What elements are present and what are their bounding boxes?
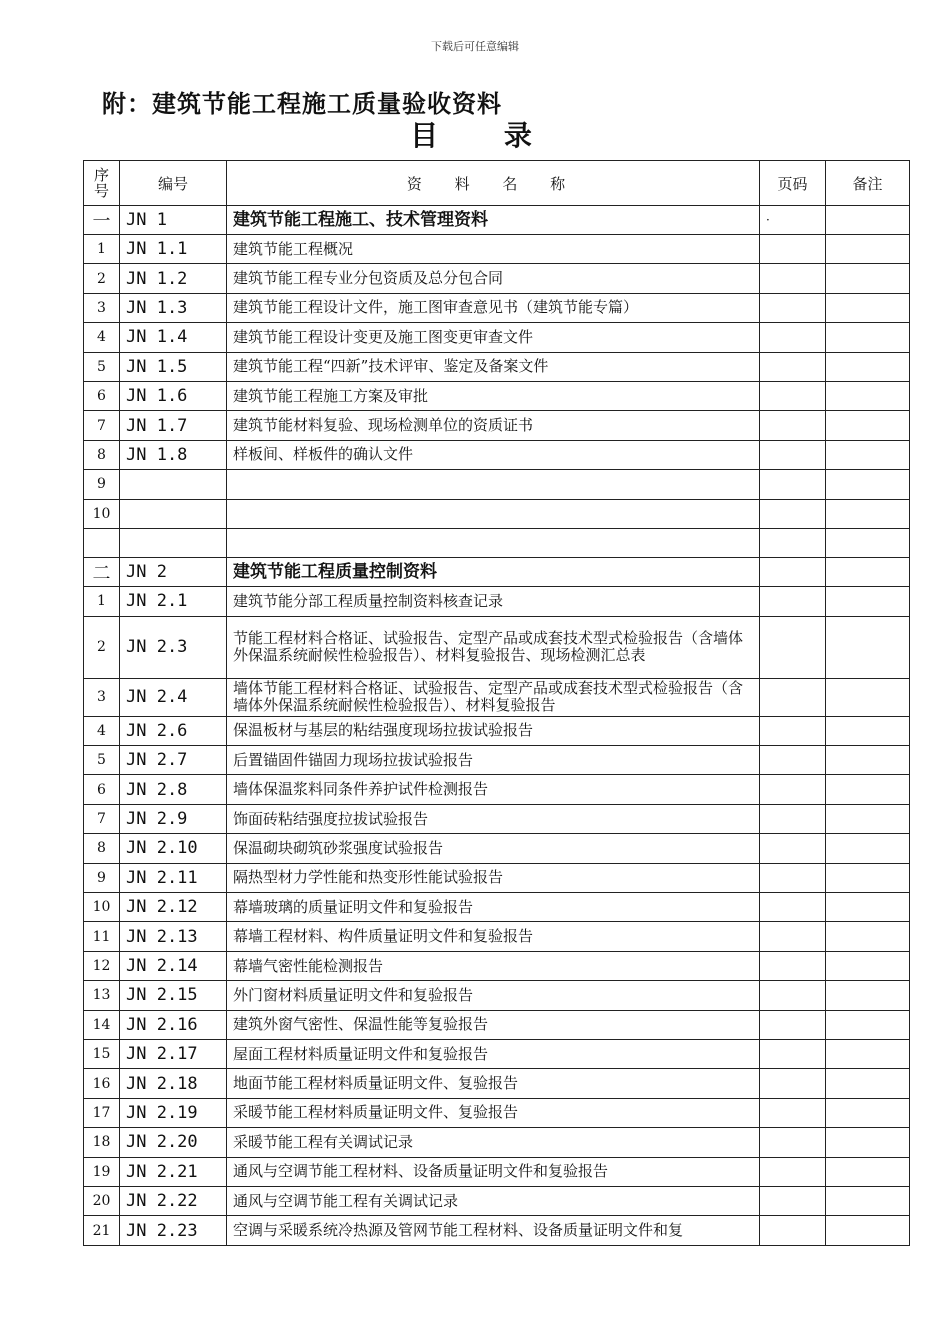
row-note xyxy=(826,981,910,1010)
row-note xyxy=(826,470,910,499)
row-name: 外门窗材料质量证明文件和复验报告 xyxy=(227,981,760,1010)
document-title: 附：建筑节能工程施工质量验收资料 xyxy=(102,89,502,118)
table-row xyxy=(84,804,910,833)
table-row xyxy=(84,863,910,892)
row-note xyxy=(826,678,910,716)
row-name: 后置锚固件锚固力现场拉拔试验报告 xyxy=(227,746,760,775)
row-code: JN 2.22 xyxy=(120,1186,227,1215)
row-code: JN 2.9 xyxy=(120,804,227,833)
row-name: 保温板材与基层的粘结强度现场拉拔试验报告 xyxy=(227,716,760,745)
row-name: 建筑节能工程施工方案及审批 xyxy=(227,381,760,410)
row-note xyxy=(826,716,910,745)
table-row xyxy=(84,981,910,1010)
row-name: 建筑节能材料复验、现场检测单位的资质证书 xyxy=(227,411,760,440)
table-row xyxy=(84,1157,910,1186)
row-name: 建筑节能工程概况 xyxy=(227,235,760,264)
row-code: JN 2.3 xyxy=(120,616,227,678)
table-row xyxy=(84,922,910,951)
row-seq: 20 xyxy=(84,1186,120,1215)
row-note xyxy=(826,440,910,469)
row-page xyxy=(760,352,826,381)
row-page xyxy=(760,922,826,951)
table-row xyxy=(84,1098,910,1127)
table-row xyxy=(84,834,910,863)
table-row xyxy=(84,1039,910,1068)
row-name: 幕墙工程材料、构件质量证明文件和复验报告 xyxy=(227,922,760,951)
row-code: JN 2.14 xyxy=(120,951,227,980)
row-note xyxy=(826,587,910,616)
row-seq: 15 xyxy=(84,1039,120,1068)
row-seq: 1 xyxy=(84,235,120,264)
header-page: 页码 xyxy=(760,161,826,206)
row-code: JN 2.16 xyxy=(120,1010,227,1039)
row-seq: 17 xyxy=(84,1098,120,1127)
row-page xyxy=(760,528,826,557)
row-note xyxy=(826,499,910,528)
header-name: 资 料 名 称 xyxy=(227,161,760,206)
row-seq: 3 xyxy=(84,678,120,716)
row-code xyxy=(120,499,227,528)
table-row xyxy=(84,1069,910,1098)
row-code: JN 2.21 xyxy=(120,1157,227,1186)
row-page xyxy=(760,893,826,922)
row-code: JN 2.13 xyxy=(120,922,227,951)
row-code: JN 2.1 xyxy=(120,587,227,616)
table-row xyxy=(84,264,910,293)
row-name xyxy=(227,528,760,557)
table-row xyxy=(84,440,910,469)
row-code: JN 1.1 xyxy=(120,235,227,264)
row-code: JN 1.6 xyxy=(120,381,227,410)
row-name: 墙体节能工程材料合格证、试验报告、定型产品或成套技术型式检验报告（含墙体外保温系统耐候性检验报告）、材料复验报告 xyxy=(227,678,760,716)
row-seq: 1 xyxy=(84,587,120,616)
row-note xyxy=(826,834,910,863)
row-name: 通风与空调节能工程有关调试记录 xyxy=(227,1186,760,1215)
table-row xyxy=(84,352,910,381)
row-note xyxy=(826,746,910,775)
row-page xyxy=(760,381,826,410)
row-seq: 3 xyxy=(84,293,120,322)
row-name xyxy=(227,499,760,528)
row-note xyxy=(826,235,910,264)
row-note xyxy=(826,1039,910,1068)
row-page xyxy=(760,558,826,587)
row-note xyxy=(826,381,910,410)
table-row xyxy=(84,1128,910,1157)
row-code xyxy=(120,470,227,499)
row-note xyxy=(826,1010,910,1039)
row-seq: 一 xyxy=(84,206,120,235)
row-name: 采暖节能工程材料质量证明文件、复验报告 xyxy=(227,1098,760,1127)
row-page xyxy=(760,1098,826,1127)
row-page xyxy=(760,1157,826,1186)
row-page xyxy=(760,834,826,863)
row-page xyxy=(760,499,826,528)
row-code: JN 2.11 xyxy=(120,863,227,892)
table-row xyxy=(84,616,910,678)
row-note xyxy=(826,264,910,293)
row-page xyxy=(760,1010,826,1039)
row-note xyxy=(826,922,910,951)
row-note xyxy=(826,1186,910,1215)
row-seq: 12 xyxy=(84,951,120,980)
row-name: 隔热型材力学性能和热变形性能试验报告 xyxy=(227,863,760,892)
row-seq: 4 xyxy=(84,716,120,745)
row-seq: 6 xyxy=(84,775,120,804)
row-code: JN 2.6 xyxy=(120,716,227,745)
row-seq: 13 xyxy=(84,981,120,1010)
row-name: 样板间、样板件的确认文件 xyxy=(227,440,760,469)
row-seq: 10 xyxy=(84,893,120,922)
row-page xyxy=(760,1186,826,1215)
table-row xyxy=(84,499,910,528)
row-name: 饰面砖粘结强度拉拔试验报告 xyxy=(227,804,760,833)
table-row xyxy=(84,470,910,499)
row-page xyxy=(760,981,826,1010)
table-row xyxy=(84,678,910,716)
row-seq: 8 xyxy=(84,440,120,469)
header-seq: 序号 xyxy=(84,161,120,206)
table-row xyxy=(84,235,910,264)
row-code: JN 1.8 xyxy=(120,440,227,469)
row-page xyxy=(760,678,826,716)
row-seq: 6 xyxy=(84,381,120,410)
row-code: JN 2.8 xyxy=(120,775,227,804)
row-seq: 2 xyxy=(84,264,120,293)
row-seq: 二 xyxy=(84,558,120,587)
row-note xyxy=(826,558,910,587)
row-seq: 21 xyxy=(84,1216,120,1245)
row-note xyxy=(826,1098,910,1127)
row-name: 空调与采暖系统冷热源及管网节能工程材料、设备质量证明文件和复 xyxy=(227,1216,760,1245)
row-code: JN 1 xyxy=(120,206,227,235)
row-note xyxy=(826,528,910,557)
row-name: 建筑节能工程设计变更及施工图变更审查文件 xyxy=(227,323,760,352)
table-row xyxy=(84,411,910,440)
row-seq: 2 xyxy=(84,616,120,678)
row-name: 建筑节能分部工程质量控制资料核查记录 xyxy=(227,587,760,616)
row-name: 建筑节能工程质量控制资料 xyxy=(227,558,760,587)
row-page xyxy=(760,235,826,264)
row-name: 幕墙玻璃的质量证明文件和复验报告 xyxy=(227,893,760,922)
row-code: JN 2 xyxy=(120,558,227,587)
row-note xyxy=(826,804,910,833)
row-seq: 11 xyxy=(84,922,120,951)
row-page xyxy=(760,863,826,892)
row-note xyxy=(826,1128,910,1157)
row-page xyxy=(760,1069,826,1098)
row-page xyxy=(760,264,826,293)
table-header-row xyxy=(84,161,910,206)
row-page xyxy=(760,470,826,499)
row-seq: 7 xyxy=(84,411,120,440)
header-note: 备注 xyxy=(826,161,910,206)
row-note xyxy=(826,616,910,678)
row-code: JN 1.3 xyxy=(120,293,227,322)
row-note xyxy=(826,293,910,322)
row-name: 建筑节能工程“四新”技术评审、鉴定及备案文件 xyxy=(227,352,760,381)
row-page xyxy=(760,1039,826,1068)
row-page xyxy=(760,1128,826,1157)
row-code xyxy=(120,528,227,557)
row-seq: 5 xyxy=(84,746,120,775)
row-note xyxy=(826,352,910,381)
table-row xyxy=(84,1216,910,1245)
row-name: 建筑节能工程设计文件，施工图审查意见书（建筑节能专篇） xyxy=(227,293,760,322)
section-row xyxy=(84,206,910,235)
row-seq: 4 xyxy=(84,323,120,352)
table-row xyxy=(84,323,910,352)
row-name: 地面节能工程材料质量证明文件、复验报告 xyxy=(227,1069,760,1098)
row-seq: 9 xyxy=(84,863,120,892)
table-row xyxy=(84,746,910,775)
row-code: JN 2.19 xyxy=(120,1098,227,1127)
row-code: JN 1.5 xyxy=(120,352,227,381)
table-row xyxy=(84,381,910,410)
row-code: JN 1.7 xyxy=(120,411,227,440)
row-code: JN 1.2 xyxy=(120,264,227,293)
row-page xyxy=(760,616,826,678)
row-page xyxy=(760,323,826,352)
row-note xyxy=(826,775,910,804)
row-name: 采暖节能工程有关调试记录 xyxy=(227,1128,760,1157)
row-code: JN 2.23 xyxy=(120,1216,227,1245)
toc-body xyxy=(84,206,910,1246)
row-name: 建筑节能工程专业分包资质及总分包合同 xyxy=(227,264,760,293)
row-page: · xyxy=(760,206,826,235)
row-name: 节能工程材料合格证、试验报告、定型产品或成套技术型式检验报告（含墙体外保温系统耐候性检验报告）、材料复验报告、现场检测汇总表 xyxy=(227,616,760,678)
row-code: JN 1.4 xyxy=(120,323,227,352)
row-name: 建筑节能工程施工、技术管理资料 xyxy=(227,206,760,235)
row-code: JN 2.7 xyxy=(120,746,227,775)
row-note xyxy=(826,1157,910,1186)
row-note xyxy=(826,206,910,235)
row-note xyxy=(826,411,910,440)
row-seq: 19 xyxy=(84,1157,120,1186)
row-seq: 10 xyxy=(84,499,120,528)
row-page xyxy=(760,804,826,833)
table-row xyxy=(84,528,910,557)
row-note xyxy=(826,951,910,980)
row-name: 墙体保温浆料同条件养护试件检测报告 xyxy=(227,775,760,804)
row-note xyxy=(826,893,910,922)
row-code: JN 2.18 xyxy=(120,1069,227,1098)
row-seq: 16 xyxy=(84,1069,120,1098)
row-page xyxy=(760,951,826,980)
table-row xyxy=(84,775,910,804)
row-note xyxy=(826,323,910,352)
row-seq: 8 xyxy=(84,834,120,863)
row-code: JN 2.15 xyxy=(120,981,227,1010)
row-code: JN 2.4 xyxy=(120,678,227,716)
section-row xyxy=(84,558,910,587)
row-code: JN 2.17 xyxy=(120,1039,227,1068)
table-row xyxy=(84,716,910,745)
row-seq: 7 xyxy=(84,804,120,833)
table-row xyxy=(84,1010,910,1039)
row-seq: 14 xyxy=(84,1010,120,1039)
row-name: 保温砌块砌筑砂浆强度试验报告 xyxy=(227,834,760,863)
row-seq: 18 xyxy=(84,1128,120,1157)
row-name: 建筑外窗气密性、保温性能等复验报告 xyxy=(227,1010,760,1039)
row-seq: 9 xyxy=(84,470,120,499)
row-page xyxy=(760,440,826,469)
row-page xyxy=(760,716,826,745)
row-note xyxy=(826,1216,910,1245)
row-page xyxy=(760,411,826,440)
row-seq xyxy=(84,528,120,557)
row-note xyxy=(826,1069,910,1098)
table-row xyxy=(84,293,910,322)
row-page xyxy=(760,293,826,322)
row-code: JN 2.10 xyxy=(120,834,227,863)
row-page xyxy=(760,746,826,775)
row-name: 通风与空调节能工程材料、设备质量证明文件和复验报告 xyxy=(227,1157,760,1186)
top-note: 下载后可任意编辑 xyxy=(431,40,519,53)
table-row xyxy=(84,587,910,616)
table-row xyxy=(84,1186,910,1215)
row-page xyxy=(760,587,826,616)
table-row xyxy=(84,951,910,980)
header-code: 编号 xyxy=(120,161,227,206)
row-name: 幕墙气密性能检测报告 xyxy=(227,951,760,980)
row-name xyxy=(227,470,760,499)
row-code: JN 2.20 xyxy=(120,1128,227,1157)
table-row xyxy=(84,893,910,922)
row-seq: 5 xyxy=(84,352,120,381)
row-name: 屋面工程材料质量证明文件和复验报告 xyxy=(227,1039,760,1068)
row-page xyxy=(760,775,826,804)
toc-heading: 目 录 xyxy=(410,119,560,152)
toc-table xyxy=(83,160,910,1246)
row-page xyxy=(760,1216,826,1245)
row-note xyxy=(826,863,910,892)
row-code: JN 2.12 xyxy=(120,893,227,922)
